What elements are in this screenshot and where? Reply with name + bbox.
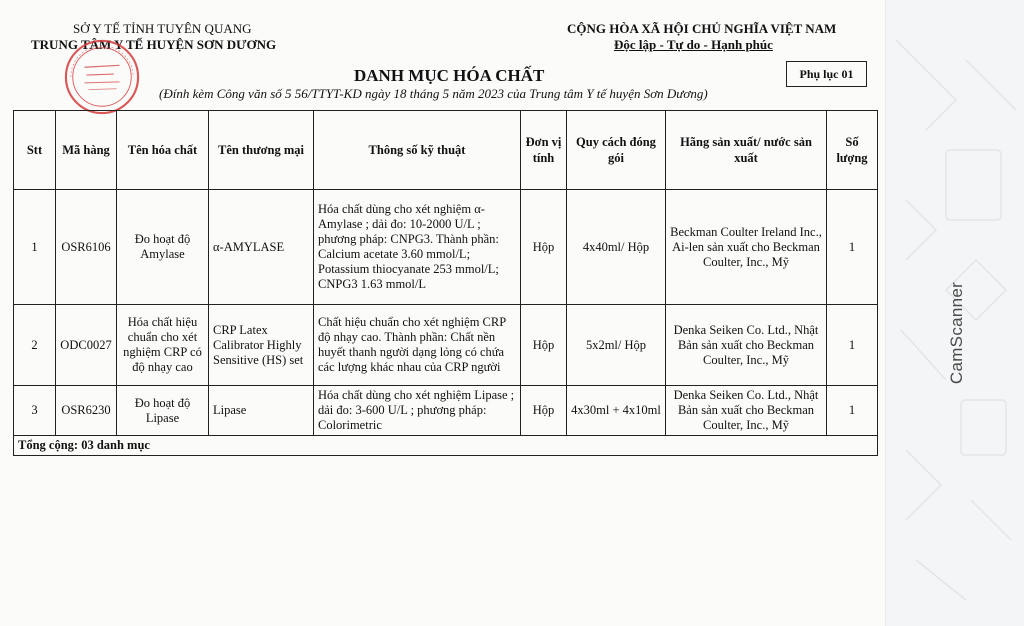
col-header-code: Mã hàng — [56, 111, 117, 190]
cell-name: Hóa chất hiệu chuẩn cho xét nghiệm CRP có độ nhạy cao — [117, 305, 209, 386]
table-row — [14, 305, 878, 386]
national-motto-text: Độc lập - Tự do - Hạnh phúc — [614, 37, 773, 52]
cell-spec: Hóa chất dùng cho xét nghiệm α-Amylase ; dải đo: 10-2000 U/L ; phương pháp: CNPG3. Thành phần: Calcium acetate 3.60 mmol/L; Potassium thiocyanate 253 mmol/L; CNPG3 1.63 mmol/L — [314, 190, 521, 305]
cell-manufacturer: Beckman Coulter Ireland Inc., Ai-len sản xuất cho Beckman Coulter, Inc., Mỹ — [666, 190, 827, 305]
col-header-unit: Đơn vị tính — [521, 111, 567, 190]
table-row — [14, 386, 878, 436]
official-stamp-icon — [63, 38, 141, 116]
cell-name: Đo hoạt độ Lipase — [117, 386, 209, 436]
camscanner-watermark: CamScanner — [947, 281, 966, 385]
cell-code: OSR6106 — [56, 190, 117, 305]
cell-unit: Hộp — [521, 190, 567, 305]
table-header-row — [14, 111, 878, 190]
cell-packing: 5x2ml/ Hộp — [567, 305, 666, 386]
national-motto — [614, 37, 773, 53]
cell-stt: 2 — [14, 305, 56, 386]
cell-code: OSR6230 — [56, 386, 117, 436]
col-header-manufacturer: Hãng sản xuất/ nước sản xuất — [666, 111, 827, 190]
cell-unit: Hộp — [521, 386, 567, 436]
cell-spec: Hóa chất dùng cho xét nghiệm Lipase ; dải đo: 3-600 U/L ; phương pháp: Colorimetric — [314, 386, 521, 436]
national-title: CỘNG HÒA XÃ HỘI CHỦ NGHĨA VIỆT NAM — [567, 21, 837, 36]
col-header-packing: Quy cách đóng gói — [567, 111, 666, 190]
cell-quantity: 1 — [827, 190, 878, 305]
table-row — [14, 190, 878, 305]
col-header-quantity: Số lượng — [827, 111, 878, 190]
cell-spec: Chất hiệu chuẩn cho xét nghiệm CRP độ nhạy cao. Thành phần: Chất nền huyết thanh người dạng lỏng có chứa các lượng khác nhau của CRP người — [314, 305, 521, 386]
cell-manufacturer: Denka Seiken Co. Ltd., Nhật Bản sản xuất cho Beckman Coulter, Inc., Mỹ — [666, 305, 827, 386]
appendix-label: Phụ lục 01 — [799, 66, 854, 81]
cell-quantity: 1 — [827, 305, 878, 386]
cell-stt: 1 — [14, 190, 56, 305]
total-label: Tổng cộng: 03 danh mục — [14, 436, 878, 456]
cell-code: ODC0027 — [56, 305, 117, 386]
cell-trade-name: Lipase — [209, 386, 314, 436]
cell-stt: 3 — [14, 386, 56, 436]
document-subtitle: (Đính kèm Công văn số 5 56/TTYT-KD ngày 18 tháng 5 năm 2023 của Trung tâm Y tế huyện Sơn Dương) — [159, 86, 708, 101]
col-header-name: Tên hóa chất — [117, 111, 209, 190]
document-title: DANH MỤC HÓA CHẤT — [354, 66, 545, 85]
cell-packing: 4x30ml + 4x10ml — [567, 386, 666, 436]
appendix-box — [786, 61, 867, 87]
cell-quantity: 1 — [827, 386, 878, 436]
col-header-spec: Thông số kỹ thuật — [314, 111, 521, 190]
cell-name: Đo hoạt độ Amylase — [117, 190, 209, 305]
center-name: TRUNG TÂM Y TẾ HUYỆN SƠN DƯƠNG — [31, 37, 277, 52]
col-header-stt: Stt — [14, 111, 56, 190]
col-header-trade-name: Tên thương mại — [209, 111, 314, 190]
department-name: SỞ Y TẾ TỈNH TUYÊN QUANG — [73, 21, 252, 36]
cell-trade-name: α-AMYLASE — [209, 190, 314, 305]
cell-packing: 4x40ml/ Hộp — [567, 190, 666, 305]
cell-unit: Hộp — [521, 305, 567, 386]
table-total-row — [14, 436, 878, 456]
cell-manufacturer: Denka Seiken Co. Ltd., Nhật Bản sản xuất cho Beckman Coulter, Inc., Mỹ — [666, 386, 827, 436]
cell-trade-name: CRP Latex Calibrator Highly Sensitive (HS) set — [209, 305, 314, 386]
chemicals-table — [13, 110, 878, 456]
